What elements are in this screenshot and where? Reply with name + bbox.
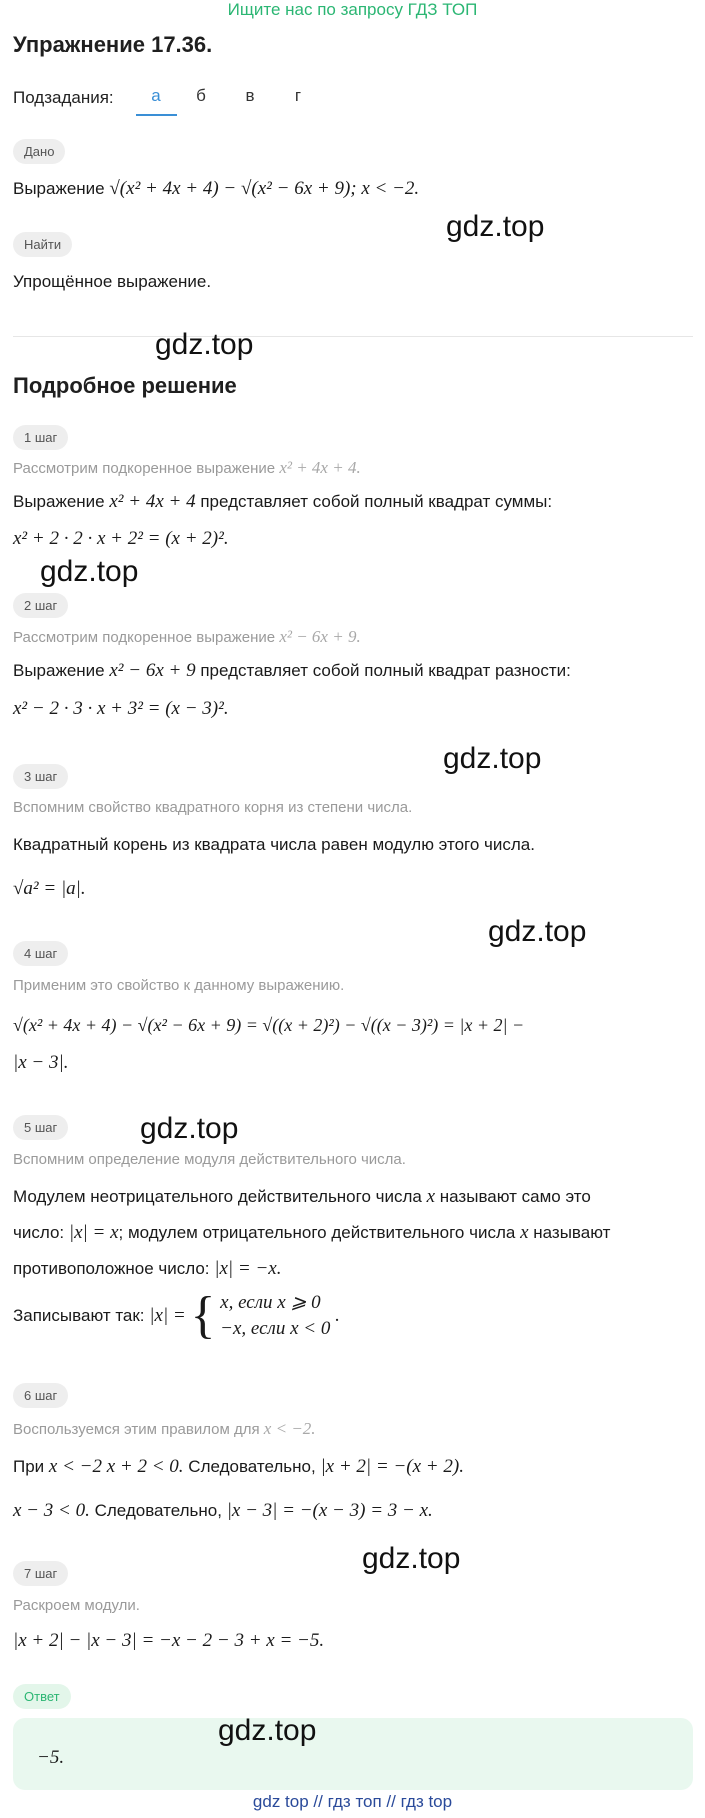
step-6-hint: Воспользуемся этим правилом для x < −2. — [13, 1419, 316, 1438]
tab-v[interactable]: в — [245, 86, 255, 105]
step-1-text: Выражение x² + 4x + 4 представляет собой полный квадрат суммы: — [13, 491, 553, 512]
promo-banner[interactable]: Ищите нас по запросу ГДЗ ТОП — [227, 0, 478, 19]
step-1-formula: x² + 2 · 2 · x + 2² = (x + 2)². — [13, 528, 229, 549]
answer-box — [13, 1718, 693, 1790]
watermark: gdz.top — [443, 742, 542, 775]
step-5-cases: Записывают так: |x| = { x, если x ⩾ 0 −x, если x < 0 . — [13, 1287, 340, 1344]
watermark: gdz.top — [446, 210, 545, 243]
watermark: gdz.top — [40, 555, 139, 588]
step-5-line2: число: |x| = x; модулем отрицательного действительного числа x называют — [13, 1222, 611, 1243]
step-5-pill: 5 шаг — [13, 1115, 68, 1140]
step-6-line1: При x < −2 x + 2 < 0. Следовательно, |x + 2| = −(x + 2). — [13, 1456, 464, 1477]
page-title: Упражнение 17.36. — [13, 32, 213, 57]
active-tab-indicator — [136, 114, 177, 116]
step-3-text: Квадратный корень из квадрата числа равен модулю этого числа. — [13, 835, 535, 854]
given-text — [13, 178, 419, 200]
step-3-pill: 3 шаг — [13, 764, 68, 789]
step-2-text: Выражение x² − 6x + 9 представляет собой полный квадрат разности: — [13, 660, 571, 681]
step-1-hint: Рассмотрим подкоренное выражение x² + 4x + 4. — [13, 458, 361, 477]
find-pill: Найти — [13, 232, 72, 257]
step-7-formula: |x + 2| − |x − 3| = −x − 2 − 3 + x = −5. — [13, 1630, 325, 1651]
watermark: gdz.top — [140, 1112, 239, 1145]
step-5-hint: Вспомним определение модуля действительного числа. — [13, 1151, 406, 1168]
step-4-pill: 4 шаг — [13, 941, 68, 966]
cases-block: x, если x ⩾ 0 −x, если x < 0 — [220, 1292, 331, 1339]
step-2-formula: x² − 2 · 3 · x + 3² = (x − 3)². — [13, 698, 229, 719]
watermark: gdz.top — [218, 1714, 317, 1747]
given-prefix: Выражение — [13, 179, 105, 198]
step-2-pill: 2 шаг — [13, 593, 68, 618]
step-1-pill: 1 шаг — [13, 425, 68, 450]
answer-value: −5. — [37, 1747, 65, 1768]
step-4-hint: Применим это свойство к данному выражению. — [13, 977, 345, 994]
brace-icon: { — [190, 1287, 216, 1344]
step-7-hint: Раскроем модули. — [13, 1597, 140, 1614]
answer-pill: Ответ — [13, 1684, 71, 1709]
find-text: Упрощённое выражение. — [13, 272, 212, 291]
tab-b[interactable]: б — [196, 86, 206, 105]
step-5-line3: противоположное число: |x| = −x. — [13, 1258, 282, 1279]
step-6-line2: x − 3 < 0. Следовательно, |x − 3| = −(x − 3) = 3 − x. — [13, 1500, 433, 1521]
step-2-hint: Рассмотрим подкоренное выражение x² − 6x + 9. — [13, 627, 361, 646]
solution-title: Подробное решение — [13, 373, 237, 398]
watermark: gdz.top — [362, 1542, 461, 1575]
watermark: gdz.top — [488, 915, 587, 948]
step-3-hint: Вспомним свойство квадратного корня из степени числа. — [13, 799, 413, 816]
section-divider — [13, 336, 693, 337]
step-6-pill: 6 шаг — [13, 1383, 68, 1408]
tab-g[interactable]: г — [294, 86, 302, 105]
step-7-pill: 7 шаг — [13, 1561, 68, 1586]
step-3-formula: √a² = |a|. — [13, 878, 86, 899]
subtasks-label: Подзадания: — [13, 88, 114, 107]
step-4-formula-line2: |x − 3|. — [13, 1052, 69, 1073]
step-4-formula-line1: √(x² + 4x + 4) − √(x² − 6x + 9) = √((x + 2)²) − √((x − 3)²) = |x + 2| − — [13, 1015, 525, 1035]
tab-a[interactable]: а — [151, 86, 161, 105]
given-math: √(x² + 4x + 4) − √(x² − 6x + 9); x < −2. — [109, 178, 420, 199]
footer-links[interactable]: gdz top // гдз топ // гдз top — [252, 1792, 453, 1811]
given-pill: Дано — [13, 139, 65, 164]
step-5-line1: Модулем неотрицательного действительного числа x называют само это — [13, 1186, 591, 1207]
watermark: gdz.top — [155, 328, 254, 361]
